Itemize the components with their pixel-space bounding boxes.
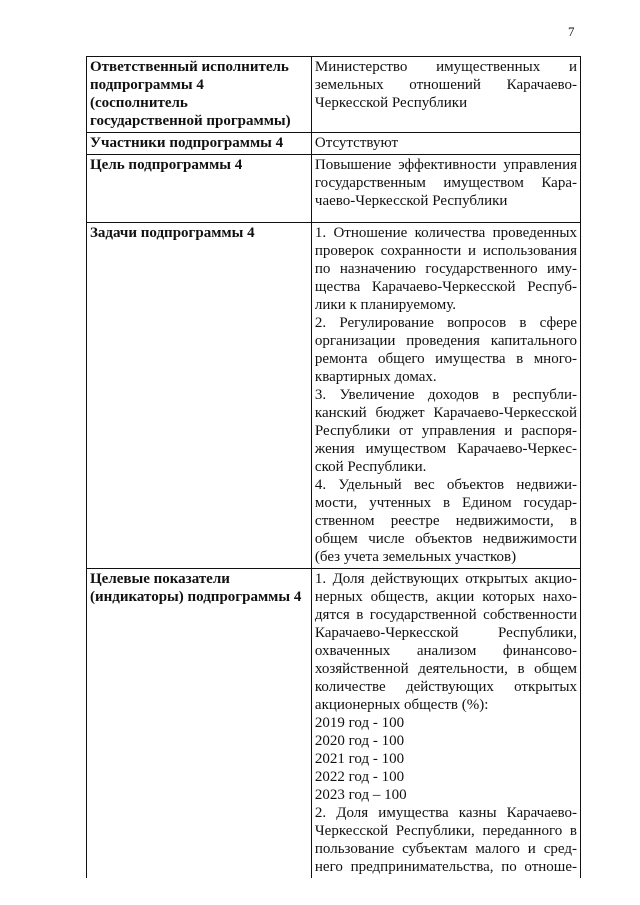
- value-line: акционерных обществ (%):: [314, 697, 489, 713]
- value-line: Республики от управления и распоря-: [314, 423, 577, 439]
- value-line: чаево-Черкесской Республики: [314, 193, 508, 209]
- value-line: него предпринимательства, по отноше-: [314, 859, 577, 875]
- value-line: жения имуществом Карачаево-Черкес-: [314, 441, 577, 457]
- label-responsible-executor: [87, 57, 312, 133]
- value-line: лики к планируемому.: [314, 297, 456, 313]
- value-line: ственном реестре недвижимости, в: [314, 513, 577, 529]
- value-line: земельных отношений Карачаево-: [314, 77, 577, 93]
- value-line: мости, учтенных в Едином государ-: [314, 495, 577, 511]
- value-line: 4. Удельный вес объектов недвижи-: [314, 477, 577, 493]
- value-line: проверок сохранности и использования: [314, 243, 577, 259]
- value-line: пользование субъектам малого и сред-: [314, 841, 577, 857]
- value-line: Министерство имущественных и: [314, 59, 577, 75]
- value-line: квартирных домах.: [314, 369, 437, 385]
- value-line: охваченных анализом финансово-: [314, 643, 577, 659]
- label-goal: [87, 155, 312, 223]
- year-value-line: 2023 год – 100: [314, 787, 407, 803]
- page-number: 7: [568, 24, 575, 39]
- value-line: 2. Доля имущества казны Карачаево-: [314, 805, 577, 821]
- value-line: Карачаево-Черкесской Республики,: [314, 625, 577, 641]
- value-line: дятся в государственной собственности: [314, 607, 577, 623]
- label-line: Цель подпрограммы 4: [90, 157, 243, 173]
- value-line: общем числе объектов недвижимости: [314, 531, 577, 547]
- label-line: подпрограммы 4: [90, 77, 204, 93]
- value-goal: [311, 155, 580, 223]
- label-tasks: [87, 223, 312, 569]
- value-line: канский бюджет Карачаево-Черкесской: [314, 405, 577, 421]
- value-line: (без учета земельных участков): [314, 549, 517, 565]
- row-responsible-executor: [87, 57, 581, 133]
- value-line: ремонта общего имущества в много-: [314, 351, 577, 367]
- value-line: ской Республики.: [314, 459, 427, 475]
- year-value-line: 2020 год - 100: [314, 733, 405, 749]
- label-line: (сосполнитель: [90, 95, 188, 111]
- label-line: (индикаторы) подпрограммы 4: [90, 589, 302, 605]
- value-line: Черкесской Республики: [314, 95, 468, 111]
- value-line: количестве действующих открытых: [314, 679, 577, 695]
- value-participants: [311, 133, 580, 155]
- value-responsible-executor: [311, 57, 580, 133]
- value-tasks: [311, 223, 580, 569]
- label-line: Целевые показатели: [90, 571, 230, 587]
- subprogram-passport-table: [86, 56, 581, 878]
- label-line: Участники подпрограммы 4: [90, 135, 284, 151]
- label-line: Ответственный исполнитель: [90, 59, 289, 75]
- row-participants: [87, 133, 581, 155]
- label-line: Задачи подпрограммы 4: [90, 225, 255, 241]
- value-line: Черкесской Республики, переданного в: [314, 823, 577, 839]
- value-line: щества Карачаево-Черкесской Респуб-: [314, 279, 577, 295]
- value-line: нерных обществ, акции которых нахо-: [314, 589, 577, 605]
- value-line: 3. Увеличение доходов в республи-: [314, 387, 577, 403]
- value-line: 1. Доля действующих открытых акцио-: [314, 571, 577, 587]
- row-target-indicators: [87, 569, 581, 879]
- value-line: Повышение эффективности управления: [314, 157, 577, 173]
- year-value-line: 2021 год - 100: [314, 751, 405, 767]
- year-value-line: 2022 год - 100: [314, 769, 405, 785]
- value-line: государственным имуществом Кара-: [314, 175, 577, 191]
- row-goal: [87, 155, 581, 223]
- value-line: 2. Регулирование вопросов в сфере: [314, 315, 577, 331]
- value-line: по назначению государственного иму-: [314, 261, 577, 277]
- year-value-line: 2019 год - 100: [314, 715, 405, 731]
- value-line: организации проведения капитального: [314, 333, 577, 349]
- label-participants: [87, 133, 312, 155]
- value-line: Отсутствуют: [314, 135, 399, 151]
- row-tasks: [87, 223, 581, 569]
- label-target-indicators: [87, 569, 312, 879]
- value-line: хозяйственной деятельности, в общем: [314, 661, 577, 677]
- label-line: государственной программы): [90, 113, 291, 129]
- value-line: 1. Отношение количества проведенных: [314, 225, 577, 241]
- value-target-indicators: [311, 569, 580, 879]
